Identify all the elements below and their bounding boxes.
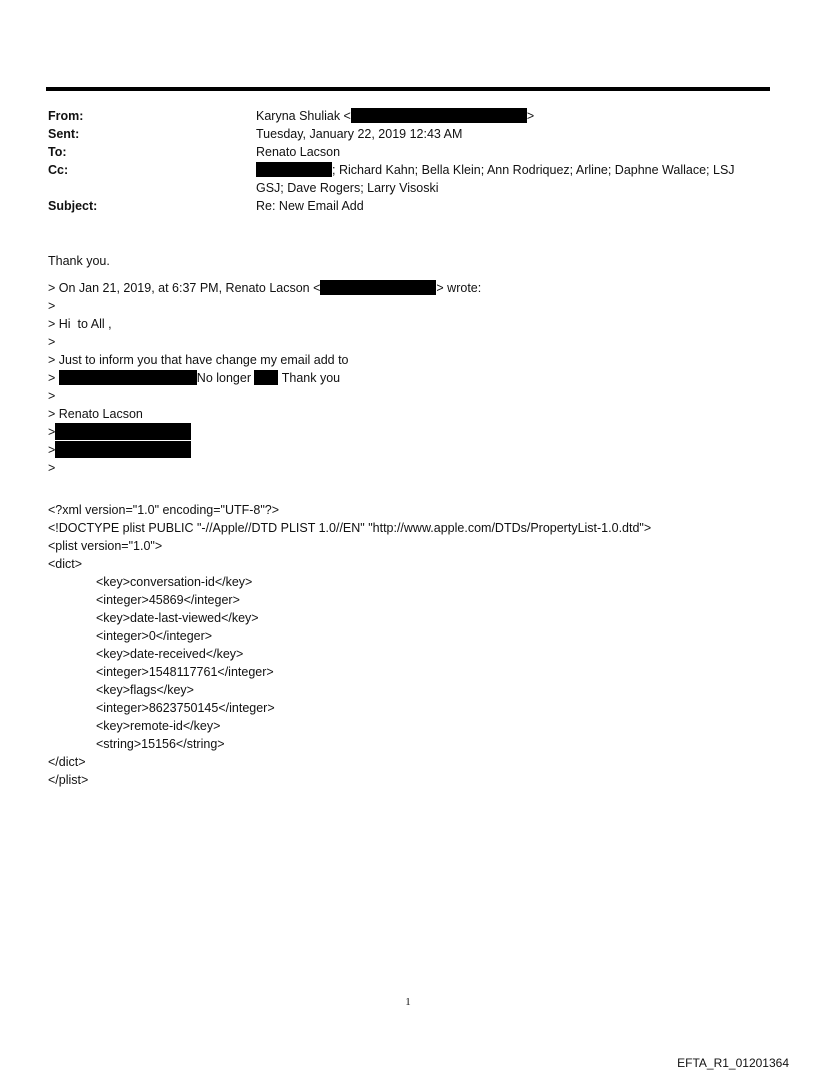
quote-line: > Hi to All , [48, 317, 112, 331]
cc-row [48, 161, 768, 197]
subject-value: Re: New Email Add [256, 199, 364, 213]
quote-line: > [48, 335, 56, 349]
quote-line: > No longer Thank you [48, 371, 341, 385]
redaction-box [59, 370, 197, 385]
to-value: Renato Lacson [256, 145, 341, 159]
quote-line: > Renato Lacson [48, 407, 143, 421]
bates-number: EFTA_R1_01201364 [677, 1056, 789, 1070]
xml-line: <!DOCTYPE plist PUBLIC "-//Apple//DTD PLIST 1.0//EN" "http://www.apple.com/DTDs/PropertyList-1.0.dtd"> [48, 521, 652, 535]
xml-line: </dict> [48, 755, 86, 769]
redaction-box [254, 370, 278, 385]
from-row [48, 107, 768, 125]
cc-line1: ; Richard Kahn; Bella Klein; Ann Rodriquez; Arline; Daphne Wallace; LSJ [332, 163, 735, 177]
header-rule [46, 87, 770, 91]
xml-line: <key>flags</key> [96, 683, 194, 697]
xml-line: <key>conversation-id</key> [96, 575, 253, 589]
body-thanks: Thank you. [48, 254, 110, 268]
xml-line: <integer>8623750145</integer> [96, 701, 275, 715]
sent-value: Tuesday, January 22, 2019 12:43 AM [256, 127, 463, 141]
xml-line: </plist> [48, 773, 89, 787]
redaction-box [55, 441, 191, 458]
cc-label: Cc: [48, 163, 69, 177]
xml-line: <integer>0</integer> [96, 629, 213, 643]
sent-row [48, 125, 768, 143]
to-label: To: [48, 145, 67, 159]
redaction-box [320, 280, 436, 295]
cc-line2: GSJ; Dave Rogers; Larry Visoski [256, 181, 439, 195]
xml-line: <integer>45869</integer> [96, 593, 240, 607]
subject-label: Subject: [48, 199, 98, 213]
email-body [48, 252, 768, 477]
quote-line: > Just to inform you that have change my email add to [48, 353, 349, 367]
xml-line: <key>date-received</key> [96, 647, 244, 661]
xml-line: <integer>1548117761</integer> [96, 665, 274, 679]
redaction-box [55, 423, 191, 440]
email-header [48, 107, 768, 215]
from-name: Karyna Shuliak < [256, 109, 351, 123]
quote-line: > [48, 441, 768, 459]
plist-xml [48, 501, 768, 789]
to-row [48, 143, 768, 161]
xml-line: <key>date-last-viewed</key> [96, 611, 259, 625]
xml-line: <string>15156</string> [96, 737, 225, 751]
quote-line: > [48, 461, 56, 475]
sent-label: Sent: [48, 127, 80, 141]
redaction-box [351, 108, 527, 123]
xml-line: <dict> [48, 557, 83, 571]
xml-line: <plist version="1.0"> [48, 539, 163, 553]
subject-row [48, 197, 768, 215]
quote-line: > [48, 299, 56, 313]
page-number: 1 [405, 996, 411, 1008]
redaction-box [256, 162, 332, 177]
xml-line: <key>remote-id</key> [96, 719, 221, 733]
quote-line: > [48, 389, 56, 403]
quote-line: > [48, 423, 768, 441]
xml-line: <?xml version="1.0" encoding="UTF-8"?> [48, 503, 280, 517]
quote-line: > On Jan 21, 2019, at 6:37 PM, Renato Lacson < > wrote: [48, 281, 482, 295]
from-close: > [526, 109, 535, 123]
from-label: From: [48, 109, 84, 123]
